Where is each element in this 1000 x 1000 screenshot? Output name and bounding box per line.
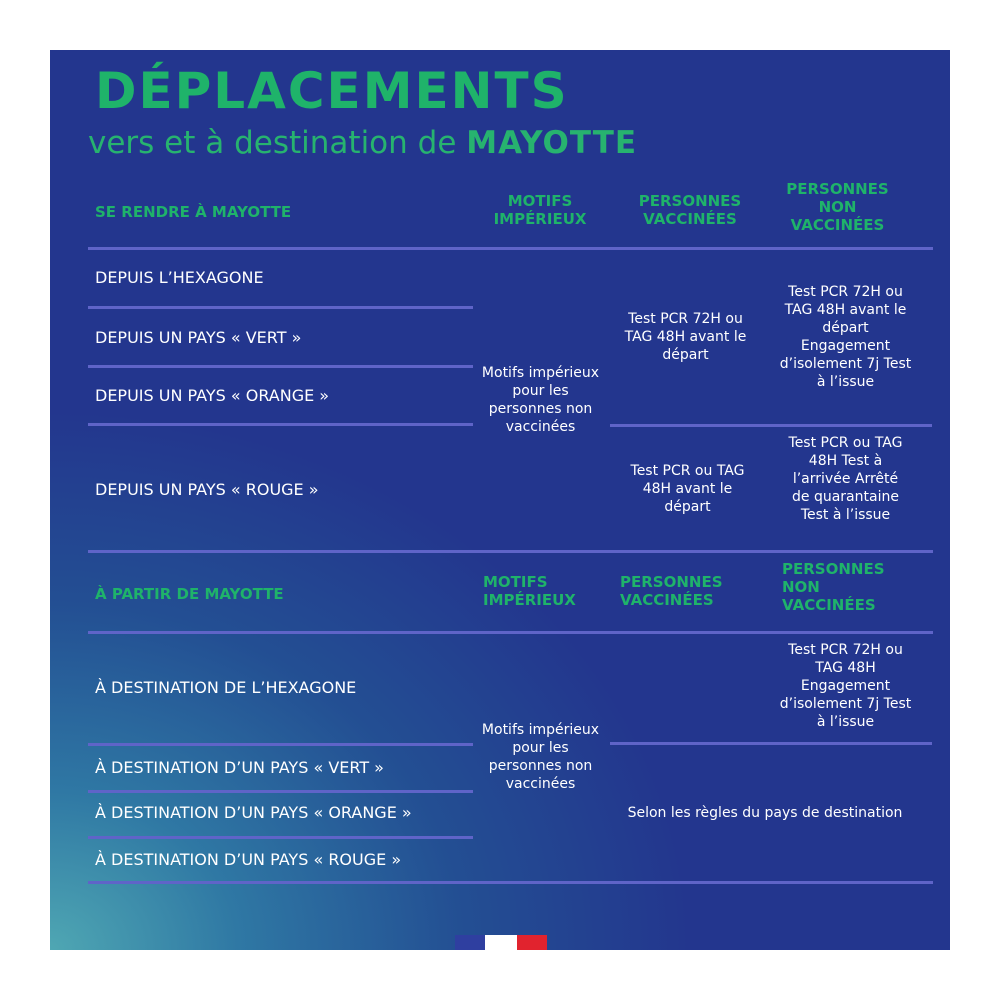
infographic-panel (50, 50, 950, 950)
divider (88, 881, 933, 884)
destination-rules-cell: Selon les règles du pays de destination (627, 805, 903, 821)
unvaccinated-cell: Test PCR 72H ou TAG 48H avant le départ Engagement d’isolement 7j Test à l’issue (779, 284, 912, 390)
row-label: À DESTINATION DE L’HEXAGONE (95, 678, 357, 697)
row-label: DEPUIS UN PAYS « ROUGE » (95, 480, 319, 499)
section-to-col-unvaccinated: PERSONNES NON VACCINÉES (786, 180, 889, 234)
motifs-cell: Motifs impérieux pour les personnes non vaccinées (481, 722, 600, 792)
divider (88, 790, 473, 793)
vaccinated-cell: Test PCR 72H ou TAG 48H avant le départ (624, 311, 747, 363)
section-to-col-vaccinated: PERSONNES VACCINÉES (638, 192, 742, 228)
section-from-col-vaccinated: PERSONNES VACCINÉES (620, 573, 723, 609)
divider (88, 550, 933, 553)
section-from-col-motifs: MOTIFS IMPÉRIEUX (483, 573, 576, 609)
divider (88, 743, 473, 746)
french-republic-logo (455, 935, 547, 950)
section-from-col-unvaccinated: PERSONNES NON VACCINÉES (782, 560, 885, 614)
divider (88, 365, 473, 368)
unvaccinated-cell: Test PCR 72H ou TAG 48H Engagement d’isolement 7j Test à l’issue (779, 642, 912, 730)
divider (88, 423, 473, 426)
row-label: DEPUIS UN PAYS « ORANGE » (95, 386, 330, 405)
row-label: DEPUIS L’HEXAGONE (95, 268, 264, 287)
row-label: À DESTINATION D’UN PAYS « VERT » (95, 758, 384, 777)
section-from-label: À PARTIR DE MAYOTTE (95, 585, 284, 603)
row-label: DEPUIS UN PAYS « VERT » (95, 328, 302, 347)
section-to-label: SE RENDRE À MAYOTTE (95, 203, 292, 221)
row-label: À DESTINATION D’UN PAYS « ROUGE » (95, 850, 402, 869)
subtitle-place: MAYOTTE (466, 125, 638, 161)
subtitle-prefix: vers et à destination de (88, 125, 457, 161)
row-label: À DESTINATION D’UN PAYS « ORANGE » (95, 803, 412, 822)
divider (88, 306, 473, 309)
section-to-col-motifs: MOTIFS IMPÉRIEUX (493, 192, 587, 228)
page-subtitle (88, 125, 637, 161)
motifs-cell: Motifs impérieux pour les personnes non vaccinées (481, 365, 600, 435)
divider (610, 742, 932, 745)
divider (88, 247, 933, 250)
divider (610, 424, 932, 427)
unvaccinated-cell: Test PCR ou TAG 48H Test à l’arrivée Arrêté de quarantaine Test à l’issue (788, 435, 903, 523)
divider (88, 836, 473, 839)
divider (88, 631, 933, 634)
vaccinated-cell: Test PCR ou TAG 48H avant le départ (630, 463, 745, 515)
page-title: DÉPLACEMENTS (95, 62, 569, 120)
